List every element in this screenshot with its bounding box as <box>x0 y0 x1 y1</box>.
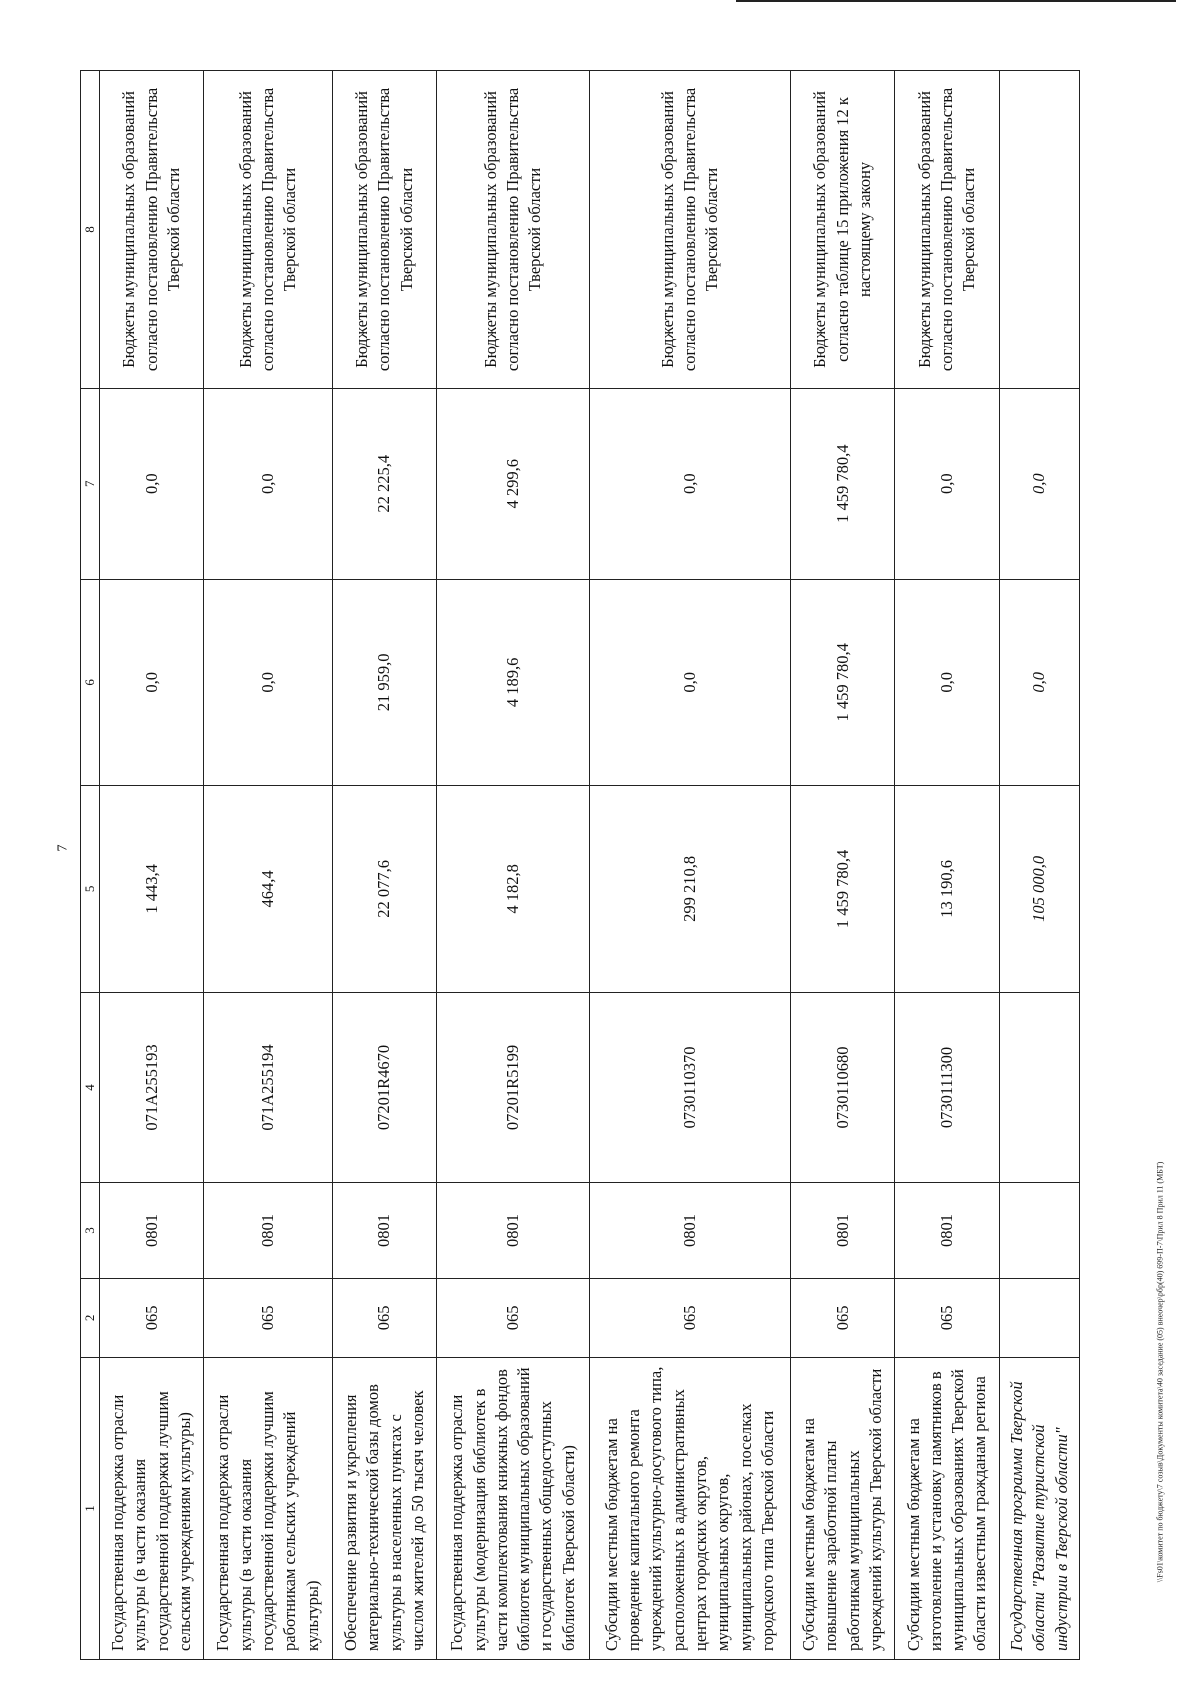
amount-col7-cell: 0,0 <box>589 388 790 579</box>
target-article-cell: 07201R5199 <box>437 992 590 1183</box>
col-header: 7 <box>81 388 100 579</box>
col-header: 3 <box>81 1183 100 1278</box>
top-rule <box>736 0 1176 2</box>
table-row <box>437 71 590 1660</box>
file-path-footer: \\Fs01\комитет по бюджету\7 созыв\Документы комитета\40 заседание (05) внеочер\рбр(40) 699-П-7\Прил 8 Прил 11 (МБТ) <box>1155 1161 1165 1583</box>
recipient-cell: Бюджеты муниципальных образований согласно постановлению Правительства Тверской области <box>589 71 790 389</box>
table-row <box>204 71 333 1660</box>
item-name-cell: Государственная поддержка отрасли культуры (в части оказания государственной поддержки лучшим сельским учреждениям культуры) <box>100 1358 204 1660</box>
target-article-cell: 0730111300 <box>895 992 999 1183</box>
item-name-cell: Обеспечение развития и укрепления материально-технической базы домов культуры в населенных пунктах с числом жителей до 50 тысяч человек <box>332 1358 436 1660</box>
amount-col7-cell: 1 459 780,4 <box>791 388 895 579</box>
amount-col7-cell: 0,0 <box>895 388 999 579</box>
amount-col5-cell: 105 000,0 <box>999 786 1079 993</box>
recipient-cell <box>999 71 1079 389</box>
page-number: 7 <box>55 844 71 852</box>
target-article-cell: 07201R4670 <box>332 992 436 1183</box>
table-row <box>332 71 436 1660</box>
target-article-cell: 071A255194 <box>204 992 333 1183</box>
col-header: 8 <box>81 71 100 389</box>
section-code-cell: 0801 <box>204 1183 333 1278</box>
table-row <box>999 71 1079 1660</box>
amount-col7-cell: 22 225,4 <box>332 388 436 579</box>
section-code-cell <box>999 1183 1079 1278</box>
amount-col7-cell: 0,0 <box>100 388 204 579</box>
gr-code-cell: 065 <box>437 1278 590 1357</box>
item-name-cell: Субсидии местным бюджетам на повышение заработной платы работникам муниципальных учреждений культуры Тверской области <box>791 1358 895 1660</box>
amount-col5-cell: 299 210,8 <box>589 786 790 993</box>
amount-col7-cell: 4 299,6 <box>437 388 590 579</box>
recipient-cell: Бюджеты муниципальных образований согласно таблице 15 приложения 12 к настоящему закону <box>791 71 895 389</box>
table-row <box>791 71 895 1660</box>
recipient-cell: Бюджеты муниципальных образований согласно постановлению Правительства Тверской области <box>437 71 590 389</box>
gr-code-cell <box>999 1278 1079 1357</box>
item-name-cell: Субсидии местным бюджетам на проведение капитального ремонта учреждений культурно-досугового типа, расположенных в административных центрах городских округов, муниципальных округов, муниципальных районах, поселках городского типа Тверской области <box>589 1358 790 1660</box>
table-row <box>895 71 999 1660</box>
col-header: 2 <box>81 1278 100 1357</box>
gr-code-cell: 065 <box>332 1278 436 1357</box>
col-header: 4 <box>81 992 100 1183</box>
section-code-cell: 0801 <box>589 1183 790 1278</box>
amount-col7-cell: 0,0 <box>999 388 1079 579</box>
amount-col5-cell: 1 443,4 <box>100 786 204 993</box>
amount-col5-cell: 4 182,8 <box>437 786 590 993</box>
amount-col6-cell: 0,0 <box>100 579 204 786</box>
item-name-cell: Государственная программа Тверской области "Развитие туристской индустрии в Тверской области" <box>999 1358 1079 1660</box>
amount-col5-cell: 13 190,6 <box>895 786 999 993</box>
amount-col6-cell: 0,0 <box>589 579 790 786</box>
gr-code-cell: 065 <box>895 1278 999 1357</box>
target-article-cell: 0730110370 <box>589 992 790 1183</box>
recipient-cell: Бюджеты муниципальных образований согласно постановлению Правительства Тверской области <box>204 71 333 389</box>
section-code-cell: 0801 <box>100 1183 204 1278</box>
amount-col5-cell: 464,4 <box>204 786 333 993</box>
gr-code-cell: 065 <box>204 1278 333 1357</box>
table-row <box>100 71 204 1660</box>
section-code-cell: 0801 <box>895 1183 999 1278</box>
gr-code-cell: 065 <box>791 1278 895 1357</box>
section-code-cell: 0801 <box>437 1183 590 1278</box>
recipient-cell: Бюджеты муниципальных образований согласно постановлению Правительства Тверской области <box>332 71 436 389</box>
amount-col6-cell: 21 959,0 <box>332 579 436 786</box>
recipient-cell: Бюджеты муниципальных образований согласно постановлению Правительства Тверской области <box>895 71 999 389</box>
budget-table-rotated <box>80 70 1080 1660</box>
amount-col7-cell: 0,0 <box>204 388 333 579</box>
gr-code-cell: 065 <box>100 1278 204 1357</box>
col-header: 6 <box>81 579 100 786</box>
amount-col6-cell: 0,0 <box>204 579 333 786</box>
col-header: 5 <box>81 786 100 993</box>
target-article-cell: 071A255193 <box>100 992 204 1183</box>
amount-col5-cell: 1 459 780,4 <box>791 786 895 993</box>
amount-col6-cell: 0,0 <box>895 579 999 786</box>
section-code-cell: 0801 <box>791 1183 895 1278</box>
recipient-cell: Бюджеты муниципальных образований согласно постановлению Правительства Тверской области <box>100 71 204 389</box>
target-article-cell <box>999 992 1079 1183</box>
amount-col6-cell: 1 459 780,4 <box>791 579 895 786</box>
item-name-cell: Государственная поддержка отрасли культуры (в части оказания государственной поддержки лучшим работникам сельских учреждений культуры) <box>204 1358 333 1660</box>
col-header: 1 <box>81 1358 100 1660</box>
item-name-cell: Государственная поддержка отрасли культуры (модернизация библиотек в части комплектования книжных фондов библиотек муниципальных образований и государственных общедоступных библиотек Тверской области) <box>437 1358 590 1660</box>
amount-col6-cell: 0,0 <box>999 579 1079 786</box>
item-name-cell: Субсидии местным бюджетам на изготовление и установку памятников в муниципальных образованиях Тверской области известным гражданам региона <box>895 1358 999 1660</box>
amount-col5-cell: 22 077,6 <box>332 786 436 993</box>
target-article-cell: 0730110680 <box>791 992 895 1183</box>
section-code-cell: 0801 <box>332 1183 436 1278</box>
budget-table <box>80 70 1080 1660</box>
table-body <box>100 71 1080 1660</box>
gr-code-cell: 065 <box>589 1278 790 1357</box>
column-number-row <box>81 71 100 1660</box>
amount-col6-cell: 4 189,6 <box>437 579 590 786</box>
table-row <box>589 71 790 1660</box>
